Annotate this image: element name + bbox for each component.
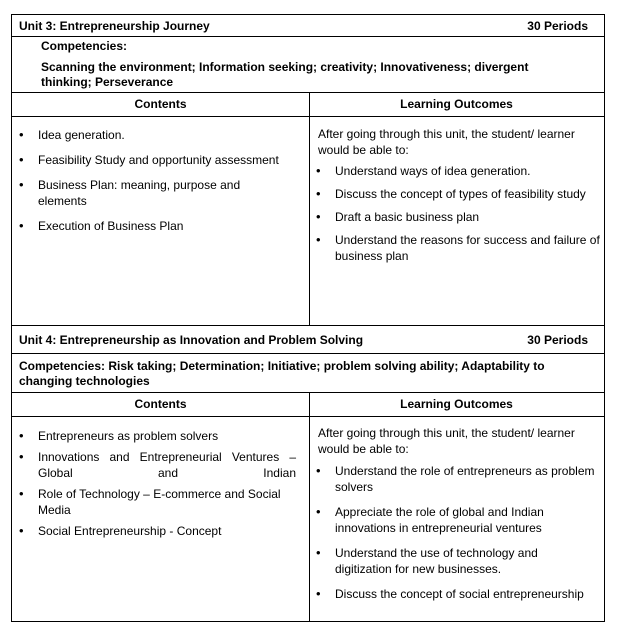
list-item: • Role of Technology – E-commerce and Social Media	[12, 486, 296, 518]
unit3-title: Unit 3: Entrepreneurship Journey	[19, 19, 210, 33]
list-item: • Understand the use of technology and digitization for new businesses.	[309, 545, 597, 577]
divider	[12, 325, 604, 326]
unit3-contents-header: Contents	[134, 97, 187, 111]
unit3-outcomes-intro: After going through this unit, the student/ learner would be able to:	[318, 127, 575, 157]
list-item: • Appreciate the role of global and Indian innovations in entrepreneurial ventures	[309, 504, 597, 536]
list-item: • Business Plan: meaning, purpose and elements	[12, 177, 292, 209]
list-item	[12, 449, 296, 481]
unit3-periods: 30 Periods	[527, 19, 588, 33]
list-item: • Social Entrepreneurship - Concept	[12, 523, 296, 539]
list-item: • Entrepreneurs as problem solvers	[12, 428, 296, 444]
unit4-outcomes-list	[309, 463, 597, 602]
unit4-title: Unit 4: Entrepreneurship as Innovation and Problem Solving	[19, 333, 364, 347]
list-item: • Idea generation.	[12, 127, 292, 143]
list-item: • Discuss the concept of social entrepreneurship	[309, 586, 597, 602]
list-item: • Feasibility Study and opportunity assessment	[12, 152, 292, 168]
list-item: • Execution of Business Plan	[12, 218, 292, 234]
divider	[12, 36, 604, 37]
unit3-contents-list	[12, 127, 292, 234]
divider	[12, 392, 604, 393]
list-item: • Understand the role of entrepreneurs as problem solvers	[309, 463, 597, 495]
unit3-outcomes-header: Learning Outcomes	[400, 97, 513, 111]
syllabus-table	[11, 14, 605, 622]
unit4-contents-header: Contents	[134, 397, 187, 411]
list-item-text: • Innovations and Entrepreneurial Ventures – Global and Indian	[38, 450, 296, 480]
list-item: • Understand the reasons for success and failure of business plan	[309, 232, 601, 264]
unit3-competencies-text: Scanning the environment; Information seeking; creativity; Innovativeness; divergent thinking; Perseverance	[41, 60, 529, 89]
divider	[12, 353, 604, 354]
unit4-contents-list	[12, 428, 296, 539]
unit3-outcomes-list	[309, 163, 601, 264]
list-item: • Understand ways of idea generation.	[309, 163, 601, 179]
divider	[12, 92, 604, 93]
unit4-periods: 30 Periods	[527, 333, 588, 347]
unit4-outcomes-header: Learning Outcomes	[400, 397, 513, 411]
divider	[12, 116, 604, 117]
unit4-outcomes-intro: After going through this unit, the student/ learner would be able to:	[318, 426, 575, 456]
divider	[12, 416, 604, 417]
list-item: • Draft a basic business plan	[309, 209, 601, 225]
unit3-competencies-label: Competencies:	[41, 39, 128, 53]
unit4-competencies-text: Competencies: Risk taking; Determination; Initiative; problem solving ability; Adaptability to changing technologies	[19, 359, 545, 388]
list-item: • Discuss the concept of types of feasibility study	[309, 186, 601, 202]
